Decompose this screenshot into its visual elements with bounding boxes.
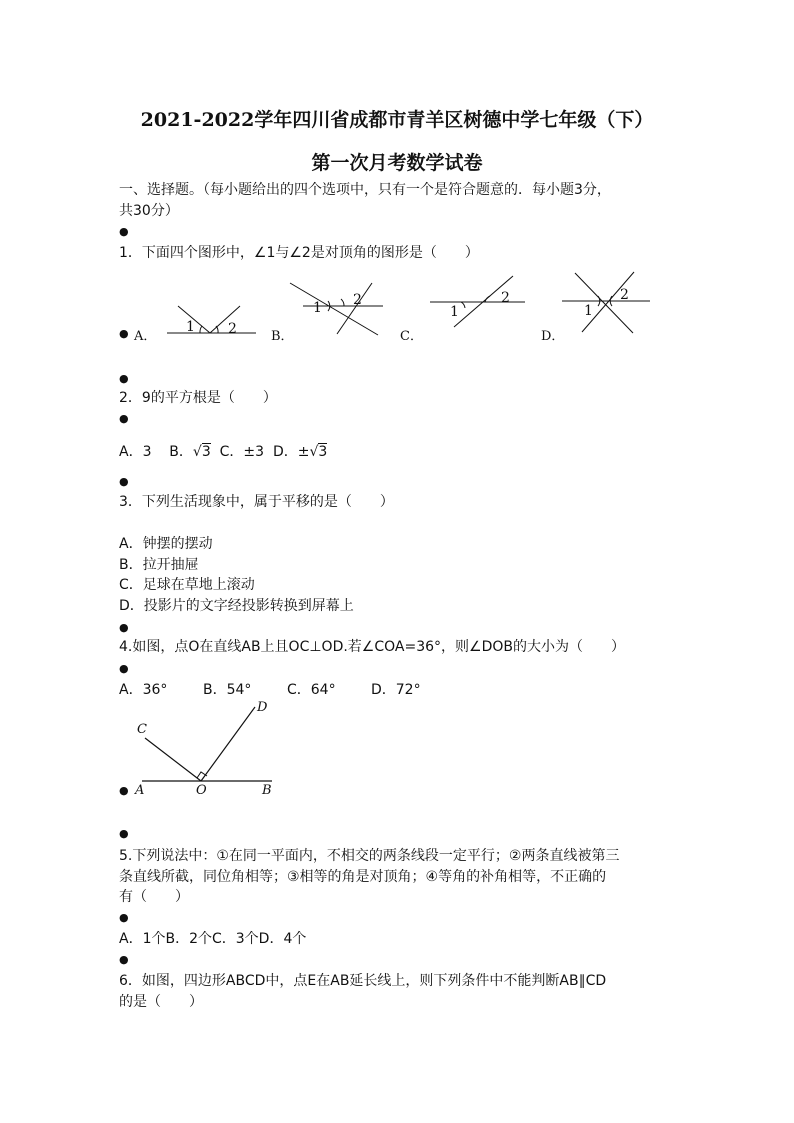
q1-b-angle2: 2 bbox=[353, 292, 362, 308]
bullet: ● bbox=[119, 953, 129, 966]
q1-figure-a bbox=[167, 306, 256, 333]
q2-option-d-prefix: D．± bbox=[272, 444, 310, 460]
q4-option-a: A．36° bbox=[119, 682, 168, 698]
q1-option-b-label: B． bbox=[271, 329, 294, 344]
sqrt-symbol: √3 bbox=[309, 444, 328, 460]
q4-label-o: O bbox=[196, 783, 207, 798]
q4-option-b: B．54° bbox=[203, 682, 252, 698]
q1-option-a-label: A． bbox=[134, 329, 157, 344]
q4-label-a: A bbox=[135, 783, 145, 798]
q2-stem: 2．9的平方根是（ ） bbox=[119, 390, 277, 406]
q3-option-a: A．钟摆的摆动 bbox=[119, 536, 213, 552]
q4-option-d: D．72° bbox=[371, 682, 421, 698]
q2-option-a: A．3 bbox=[119, 444, 152, 460]
q5-stem-line3: 有（ ） bbox=[119, 889, 189, 905]
q1-option-c-label: C． bbox=[400, 329, 423, 344]
q2-option-d-radicand: 3 bbox=[318, 444, 328, 460]
q1-c-angle1: 1 bbox=[450, 304, 459, 320]
q3-option-b: B．拉开抽屉 bbox=[119, 557, 199, 573]
bullet: ● bbox=[119, 412, 129, 425]
q1-a-angle2: 2 bbox=[228, 321, 237, 337]
q5-stem-line2: 条直线所截，同位角相等；③相等的角是对顶角；④等角的补角相等，不正确的 bbox=[119, 869, 607, 885]
q3-option-d: D．投影片的文字经投影转换到屏幕上 bbox=[119, 598, 354, 614]
q1-stem: 1．下面四个图形中，∠1与∠2是对顶角的图形是（ ） bbox=[119, 245, 479, 261]
q5-stem-line1: 5.下列说法中：①在同一平面内，不相交的两条线段一定平行；②两条直线被第三 bbox=[119, 848, 620, 864]
q4-figure bbox=[134, 700, 272, 798]
q1-b-angle1: 1 bbox=[313, 300, 322, 316]
bullet: ● bbox=[119, 225, 129, 238]
q3-stem: 3．下列生活现象中，属于平移的是（ ） bbox=[119, 494, 394, 510]
exam-title-line2: 第一次月考数学试卷 bbox=[311, 152, 483, 174]
bullet: ● bbox=[119, 911, 129, 924]
sqrt-symbol: √3 bbox=[192, 444, 211, 460]
q4-stem: 4.如图，点O在直线AB上且OC⊥OD.若∠COA=36°，则∠DOB的大小为（ ） bbox=[119, 639, 625, 655]
bullet: ● bbox=[119, 621, 129, 634]
q6-stem-line2: 的是（ ） bbox=[119, 994, 203, 1010]
q1-figure-b bbox=[290, 283, 383, 335]
q4-label-b: B bbox=[262, 783, 272, 798]
bullet: ● bbox=[119, 327, 129, 340]
q2-option-b-prefix: B． bbox=[169, 444, 193, 460]
bullet: ● bbox=[119, 662, 129, 675]
q2-option-b-radicand: 3 bbox=[201, 444, 211, 460]
q4-label-c: C bbox=[137, 722, 147, 737]
q2-option-c: C．±3 bbox=[219, 444, 265, 460]
exam-title-line1: 2021-2022学年四川省成都市青羊区树德中学七年级（下） bbox=[140, 109, 654, 131]
q4-label-d: D bbox=[257, 700, 268, 715]
q1-d-angle2: 2 bbox=[620, 287, 629, 303]
bullet: ● bbox=[119, 475, 129, 488]
q6-stem-line1: 6．如图，四边形ABCD中，点E在AB延长线上，则下列条件中不能判断AB∥CD bbox=[119, 973, 607, 989]
bullet: ● bbox=[119, 372, 129, 385]
section-heading-line1: 一、选择题。（每小题给出的四个选项中，只有一个是符合题意的．每小题3分， bbox=[119, 182, 611, 198]
bullet: ● bbox=[119, 784, 129, 797]
q5-options: A．1个B．2个C．3个D．4个 bbox=[119, 931, 307, 947]
q3-option-c: C．足球在草地上滚动 bbox=[119, 577, 255, 593]
q2-options bbox=[119, 443, 327, 461]
section-heading-line2: 共30分） bbox=[119, 203, 179, 219]
bullet: ● bbox=[119, 827, 129, 840]
q4-option-c: C．64° bbox=[287, 682, 336, 698]
q1-d-angle1: 1 bbox=[584, 303, 593, 319]
q1-c-angle2: 2 bbox=[501, 290, 510, 306]
q1-figure-d bbox=[562, 272, 650, 333]
q1-figure-c bbox=[430, 276, 525, 327]
q1-a-angle1: 1 bbox=[186, 319, 195, 335]
q1-option-d-label: D． bbox=[541, 329, 565, 344]
